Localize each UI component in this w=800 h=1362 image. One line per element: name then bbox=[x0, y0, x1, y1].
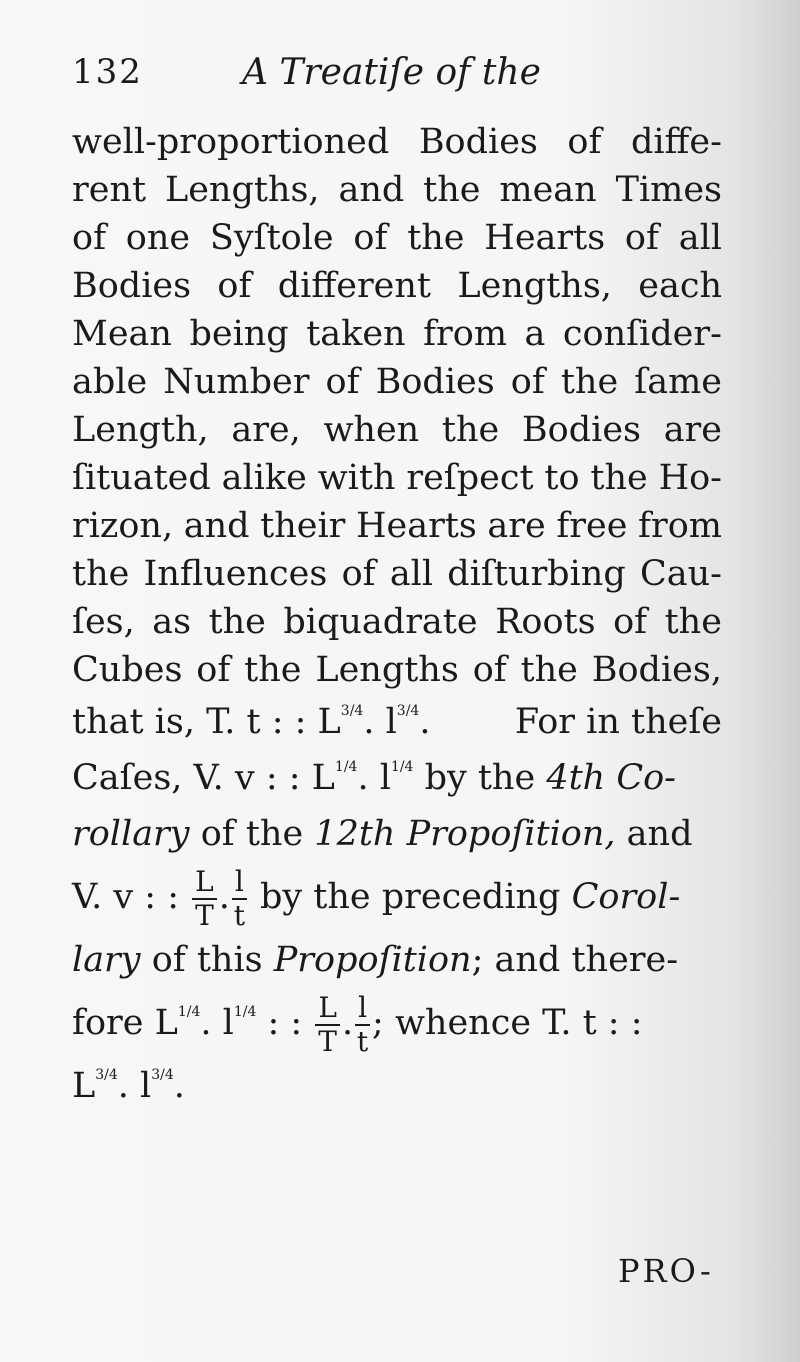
word: the bbox=[664, 602, 722, 642]
word: of bbox=[567, 122, 602, 162]
line-18-text-d: ; whence T. t : : bbox=[372, 1003, 643, 1043]
text-line-6 bbox=[72, 358, 722, 406]
fraction-numerator: L bbox=[315, 994, 340, 1026]
word: to bbox=[544, 458, 580, 498]
exponent: 3/4 bbox=[95, 1067, 118, 1083]
line-19-text-a: L bbox=[72, 1066, 96, 1106]
fraction-numerator: l bbox=[232, 868, 247, 900]
word: the bbox=[560, 362, 619, 402]
exponent: 1/4 bbox=[390, 759, 414, 775]
word: a bbox=[524, 314, 546, 354]
line-19-text-b: . l bbox=[117, 1066, 152, 1106]
word: when bbox=[323, 410, 420, 450]
word: Bodies bbox=[375, 362, 495, 402]
line-16-text-b: by the preceding bbox=[248, 877, 572, 917]
text-line-9 bbox=[72, 502, 722, 550]
line-17-text-c: Propoſition bbox=[273, 940, 472, 980]
text-line-7 bbox=[72, 406, 722, 454]
word: conſider- bbox=[562, 314, 722, 354]
text-line-14 bbox=[72, 750, 722, 806]
word: as bbox=[152, 602, 192, 642]
text-line-15 bbox=[72, 806, 722, 862]
fraction-numerator: l bbox=[355, 994, 370, 1026]
line-13-left bbox=[72, 694, 430, 750]
text-line-13 bbox=[72, 694, 722, 750]
word: different bbox=[277, 266, 431, 306]
word: from bbox=[423, 314, 508, 354]
word: free bbox=[556, 506, 628, 546]
fraction-L-over-T bbox=[315, 990, 340, 1058]
word: of bbox=[353, 218, 388, 258]
exponent: 3/4 bbox=[151, 1067, 174, 1083]
word: of bbox=[196, 650, 231, 690]
word: rent bbox=[72, 170, 147, 210]
word: the bbox=[441, 410, 500, 450]
word: the bbox=[520, 650, 578, 690]
exponent: 1/4 bbox=[177, 1004, 201, 1020]
line-15-text-d: and bbox=[615, 814, 693, 854]
text-line-17 bbox=[72, 932, 722, 988]
word: Bodies, bbox=[591, 650, 722, 690]
fraction-denominator: t bbox=[233, 898, 246, 932]
word: diſturbing bbox=[447, 554, 626, 594]
text-line-1 bbox=[72, 118, 722, 166]
fraction-numerator: L bbox=[192, 868, 217, 900]
word: Lengths, bbox=[457, 266, 612, 306]
page-number: 132 bbox=[72, 52, 143, 92]
word: Lengths, bbox=[164, 170, 320, 210]
line-16-text-c: Corol- bbox=[571, 877, 681, 917]
word: Bodies bbox=[418, 122, 538, 162]
word: the bbox=[72, 554, 130, 594]
line-15-text-c: 12th Propoſition, bbox=[314, 814, 616, 854]
word: all bbox=[678, 218, 722, 258]
word: of bbox=[325, 362, 360, 402]
word: with bbox=[317, 458, 396, 498]
word: ſame bbox=[634, 362, 722, 402]
text-line-2 bbox=[72, 166, 722, 214]
word: all bbox=[389, 554, 434, 594]
text-line-10 bbox=[72, 550, 722, 598]
running-title: A Treatiſe of the bbox=[242, 52, 541, 93]
word: Number bbox=[163, 362, 310, 402]
word: of bbox=[624, 218, 659, 258]
word: Lengths bbox=[315, 650, 459, 690]
word: the bbox=[244, 650, 302, 690]
word: the bbox=[208, 602, 266, 642]
word: Hearts bbox=[355, 506, 477, 546]
word: Times bbox=[615, 170, 722, 210]
word: well-proportioned bbox=[72, 122, 390, 162]
word: of bbox=[613, 602, 648, 642]
word: their bbox=[260, 506, 346, 546]
word: Mean bbox=[72, 314, 172, 354]
word: being bbox=[189, 314, 289, 354]
text-line-11 bbox=[72, 598, 722, 646]
fraction-L-over-T bbox=[192, 864, 217, 932]
line-15-text-a: rollary bbox=[72, 814, 190, 854]
word: from bbox=[638, 506, 722, 546]
word: Hearts bbox=[484, 218, 606, 258]
word: able bbox=[72, 362, 148, 402]
line-13-text-b: . l bbox=[363, 702, 397, 742]
word: the bbox=[590, 458, 648, 498]
line-19-text-c: . bbox=[173, 1066, 185, 1106]
word: the bbox=[407, 218, 465, 258]
running-head bbox=[72, 52, 732, 102]
line-13-text-c: . bbox=[419, 702, 431, 742]
word: the bbox=[423, 170, 481, 210]
word: diffe- bbox=[630, 122, 722, 162]
fraction-denominator: t bbox=[356, 1024, 369, 1058]
text-line-18: fore $L^{1/4}$. $l^{1/4}$ : : $\frac{L}{T}$ . $\frac{l}{t}$ ; whence T. t : : bbox=[72, 990, 643, 1058]
word: of bbox=[217, 266, 252, 306]
word: each bbox=[638, 266, 722, 306]
text-line-5 bbox=[72, 310, 722, 358]
word: Cubes bbox=[72, 650, 183, 690]
word: ſes, bbox=[72, 602, 135, 642]
text-line-12 bbox=[72, 646, 722, 694]
word: reſpect bbox=[406, 458, 534, 498]
text-line-4 bbox=[72, 262, 722, 310]
text-line-19 bbox=[72, 1058, 722, 1114]
word: are bbox=[663, 410, 722, 450]
word: alike bbox=[221, 458, 307, 498]
word: of bbox=[472, 650, 507, 690]
line-16-text-a: V. v : : bbox=[72, 877, 180, 917]
exponent: 1/4 bbox=[334, 759, 358, 775]
word: Influences bbox=[143, 554, 328, 594]
word: rizon, bbox=[72, 506, 174, 546]
fraction-l-over-t bbox=[355, 990, 370, 1058]
line-17-text-b: of this bbox=[140, 940, 274, 980]
exponent: 3/4 bbox=[340, 703, 364, 719]
text-line-8 bbox=[72, 454, 722, 502]
exponent: 1/4 bbox=[233, 1004, 257, 1020]
word: one bbox=[125, 218, 191, 258]
word: Ho- bbox=[658, 458, 722, 498]
line-14-text-b: . l bbox=[357, 758, 391, 798]
text-line-16: V. v : : $\frac{L}{T}$ . $\frac{l}{t}$ by the preceding Corol- bbox=[72, 864, 681, 932]
word: Bodies bbox=[72, 266, 192, 306]
word: Roots bbox=[495, 602, 596, 642]
word: Bodies bbox=[521, 410, 641, 450]
catchword: PRO- bbox=[618, 1252, 714, 1290]
word: biquadrate bbox=[283, 602, 478, 642]
word: mean bbox=[499, 170, 597, 210]
word: Syſtole bbox=[209, 218, 334, 258]
line-14-text-d: 4th Co- bbox=[546, 758, 676, 798]
line-14-text-a: Caſes, V. v : : L bbox=[72, 758, 335, 798]
line-13-text-d: For in theſe bbox=[514, 702, 722, 742]
word: ſituated bbox=[72, 458, 211, 498]
line-15-text-b: of the bbox=[189, 814, 315, 854]
word: of bbox=[72, 218, 107, 258]
line-17-text-d: ; and there- bbox=[471, 940, 679, 980]
fraction-denominator: T bbox=[195, 898, 214, 932]
line-14-text-c: by the bbox=[413, 758, 547, 798]
text-line-3 bbox=[72, 214, 722, 262]
word: of bbox=[510, 362, 545, 402]
line-18-text-c: : : bbox=[256, 1003, 303, 1043]
word: and bbox=[338, 170, 405, 210]
line-17-text-a: lary bbox=[72, 940, 141, 980]
fraction-l-over-t bbox=[232, 864, 247, 932]
word: of bbox=[341, 554, 376, 594]
word: Cau- bbox=[639, 554, 722, 594]
word: are bbox=[487, 506, 546, 546]
fraction-denominator: T bbox=[318, 1024, 337, 1058]
word: Length, bbox=[72, 410, 209, 450]
body-text bbox=[72, 118, 722, 1114]
exponent: 3/4 bbox=[396, 703, 420, 719]
line-18-text-a: fore L bbox=[72, 1003, 178, 1043]
line-18-text-b: . l bbox=[200, 1003, 234, 1043]
line-13-text-a: that is, T. t : : L bbox=[72, 702, 341, 742]
word: are, bbox=[231, 410, 301, 450]
prose-lines bbox=[72, 118, 722, 694]
word: and bbox=[183, 506, 250, 546]
word: taken bbox=[306, 314, 406, 354]
